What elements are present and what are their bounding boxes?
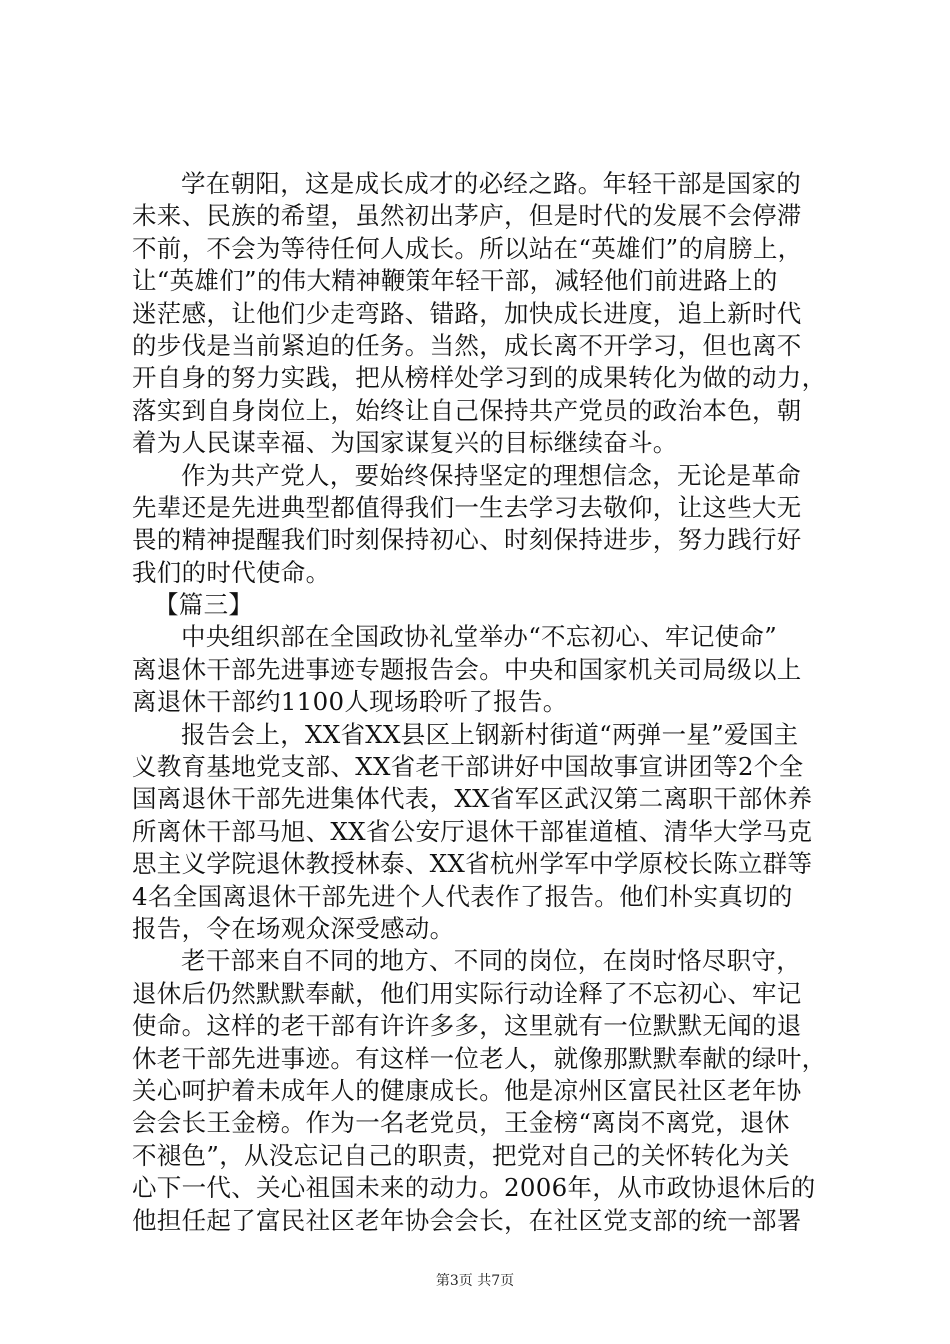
text-line: 思主义学院退休教授林泰、XX省杭州学军中学原校长陈立群等 [132,849,813,879]
text-line: 开自身的努力实践，把从榜样处学习到的成果转化为做的动力， [132,363,827,393]
page-number-footer: 第3页 共7页 [435,1273,515,1289]
text-line: 未来、民族的希望，虽然初出茅庐，但是时代的发展不会停滞 [132,201,802,231]
text-line: 报告会上，XX省XX县区上钢新村街道“两弹一星”爱国主 [181,719,799,749]
text-line: 国离退休干部先进集体代表，XX省军区武汉第二离职干部休养 [132,784,813,814]
section-heading-text: 【篇三】 [154,590,254,620]
text-line: 学在朝阳，这是成长成才的必经之路。年轻干部是国家的 [181,169,801,198]
text-line: 义教育基地党支部、XX省老干部讲好中国故事宣讲团等2个全 [132,752,804,782]
text-line: 心下一代、关心祖国未来的动力。2006年，从市政协退休后的 [132,1173,816,1203]
text-line: 迷茫感，让他们少走弯路、错路，加快成长进度，追上新时代 [132,298,802,328]
text-line: 所离休干部马旭、XX省公安厅退休干部崔道植、清华大学马克 [132,816,813,846]
paragraph [132,719,832,946]
text-line: 关心呵护着未成年人的健康成长。他是凉州区富民社区老年协 [132,1075,802,1105]
text-line: 落实到自身岗位上，始终让自己保持共产党员的政治本色，朝 [132,395,802,425]
text-line: 退休后仍然默默奉献，他们用实际行动诠释了不忘初心、牢记 [132,978,802,1008]
paragraph [132,460,832,590]
text-line: 使命。这样的老干部有许许多多，这里就有一位默默无闻的退 [132,1011,802,1041]
paragraph [132,945,832,1237]
text-line: 报告，令在场观众深受感动。 [132,913,455,943]
text-line: 4名全国离退休干部先进个人代表作了报告。他们朴实真切的 [132,881,793,911]
text-line: 休老干部先进事迹。有这样一位老人，就像那默默奉献的绿叶， [132,1043,827,1073]
text-line: 让“英雄们”的伟大精神鞭策年轻干部，减轻他们前进路上的 [132,266,778,296]
text-line: 我们的时代使命。 [132,557,331,587]
text-line: 畏的精神提醒我们时刻保持初心、时刻保持进步，努力践行好 [132,525,802,555]
text-line: 先辈还是先进典型都值得我们一生去学习去敬仰，让这些大无 [132,492,802,522]
document-body [132,168,832,1237]
paragraph [132,168,832,460]
text-line: 着为人民谋幸福、为国家谋复兴的目标继续奋斗。 [132,428,678,458]
text-line: 不褪色”，从没忘记自己的职责，把党对自己的关怀转化为关 [132,1140,790,1170]
text-line: 离退休干部约1100人现场聆听了报告。 [132,687,568,717]
text-line: 他担任起了富民社区老年协会会长，在社区党支部的统一部署 [132,1205,802,1235]
text-line: 中央组织部在全国政协礼堂举办“不忘初心、牢记使命” [181,622,778,652]
text-line: 不前，不会为等待任何人成长。所以站在“英雄们”的肩膀上， [132,233,803,263]
paragraph [132,621,832,718]
text-line: 作为共产党人，要始终保持坚定的理想信念，无论是革命 [181,460,801,490]
section-heading [132,589,832,621]
text-line: 老干部来自不同的地方、不同的岗位，在岗时恪尽职守， [181,946,801,976]
text-line: 会会长王金榜。作为一名老党员，王金榜“离岗不离党，退休 [132,1108,790,1138]
text-line: 离退休干部先进事迹专题报告会。中央和国家机关司局级以上 [132,654,802,684]
text-line: 的步伐是当前紧迫的任务。当然，成长离不开学习，但也离不 [132,330,802,360]
